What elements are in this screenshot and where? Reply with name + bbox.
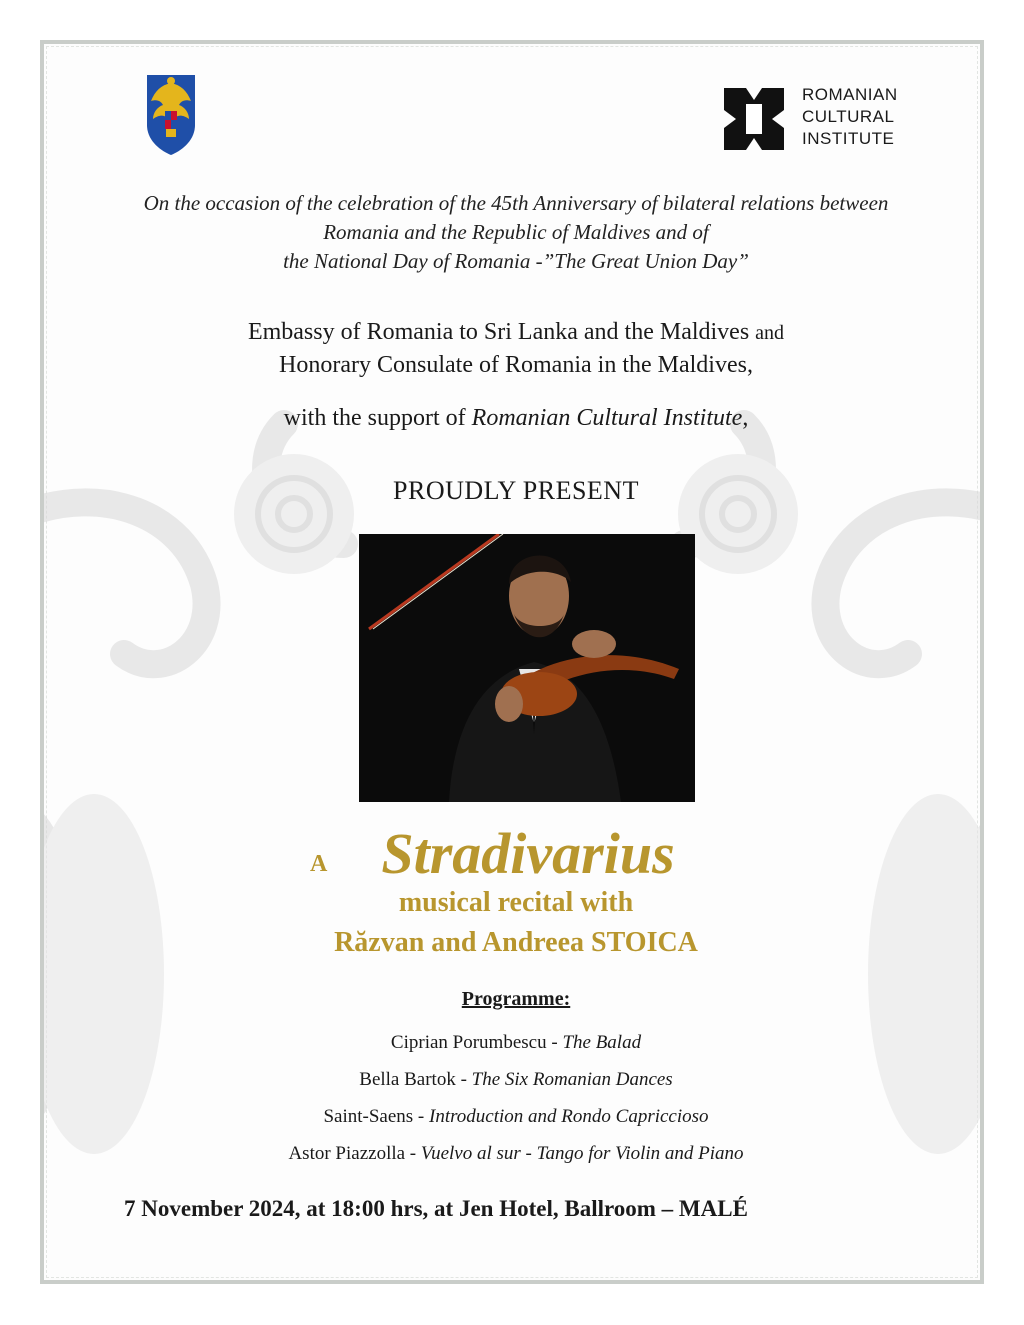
- occasion-line-1: On the occasion of the celebration of the 45th Anniversary of bilateral relations between: [143, 191, 889, 215]
- programme-composer: Saint-Saens -: [323, 1106, 429, 1127]
- occasion-line-3: the National Day of Romania -”The Great Union Day”: [283, 249, 749, 273]
- invitation-frame: [40, 40, 984, 1284]
- programme-composer: Ciprian Porumbescu -: [390, 1032, 563, 1053]
- presenter-consulate: Honorary Consulate of Romania in the Maldives,: [279, 352, 753, 378]
- violinist-photo: [359, 534, 695, 802]
- event-title: Stradivarius: [381, 821, 675, 886]
- presenter-and: and: [755, 322, 785, 344]
- support-suffix: ,: [742, 405, 749, 431]
- support-text: [44, 402, 984, 434]
- programme-composer: Bella Bartok -: [359, 1069, 472, 1090]
- event-artists: Răzvan and Andreea STOICA: [334, 927, 698, 958]
- occasion-line-2: Romania and the Republic of Maldives and of: [323, 220, 709, 244]
- programme-work: Vuelvo al sur - Tango for Violin and Piano: [420, 1143, 744, 1164]
- support-prefix: with the support of: [283, 405, 466, 431]
- programme-heading: Programme:: [461, 988, 571, 1010]
- proudly-present-heading: PROUDLY PRESENT: [393, 476, 639, 505]
- rci-line-1: ROMANIAN: [802, 85, 898, 104]
- programme-composer: Astor Piazzolla -: [288, 1143, 421, 1164]
- programme-item: [44, 1061, 984, 1098]
- presenter-embassy: Embassy of Romania to Sri Lanka and the Maldives: [247, 319, 750, 345]
- programme-item: [44, 1135, 984, 1172]
- programme-item: [44, 1024, 984, 1061]
- programme-work: The Balad: [562, 1032, 642, 1053]
- event-subtitle: musical recital with: [398, 887, 634, 918]
- title-prefix: A: [310, 851, 328, 877]
- occasion-text: [44, 189, 984, 276]
- rci-line-2: CULTURAL: [802, 107, 895, 126]
- programme-work: Introduction and Rondo Capriccioso: [429, 1106, 709, 1127]
- programme-list: [44, 1024, 984, 1172]
- rci-logo-icon: [724, 84, 784, 154]
- event-details: 7 November 2024, at 18:00 hrs, at Jen Hotel, Ballroom – MALÉ: [124, 1196, 748, 1221]
- romanian-coat-of-arms-icon: [139, 71, 203, 157]
- presenters-text: [44, 316, 984, 381]
- rci-logo-text: [802, 84, 898, 150]
- programme-item: [44, 1098, 984, 1135]
- rci-line-3: INSTITUTE: [802, 129, 895, 148]
- programme-work: The Six Romanian Dances: [471, 1069, 673, 1090]
- support-institute: Romanian Cultural Institute: [471, 405, 743, 431]
